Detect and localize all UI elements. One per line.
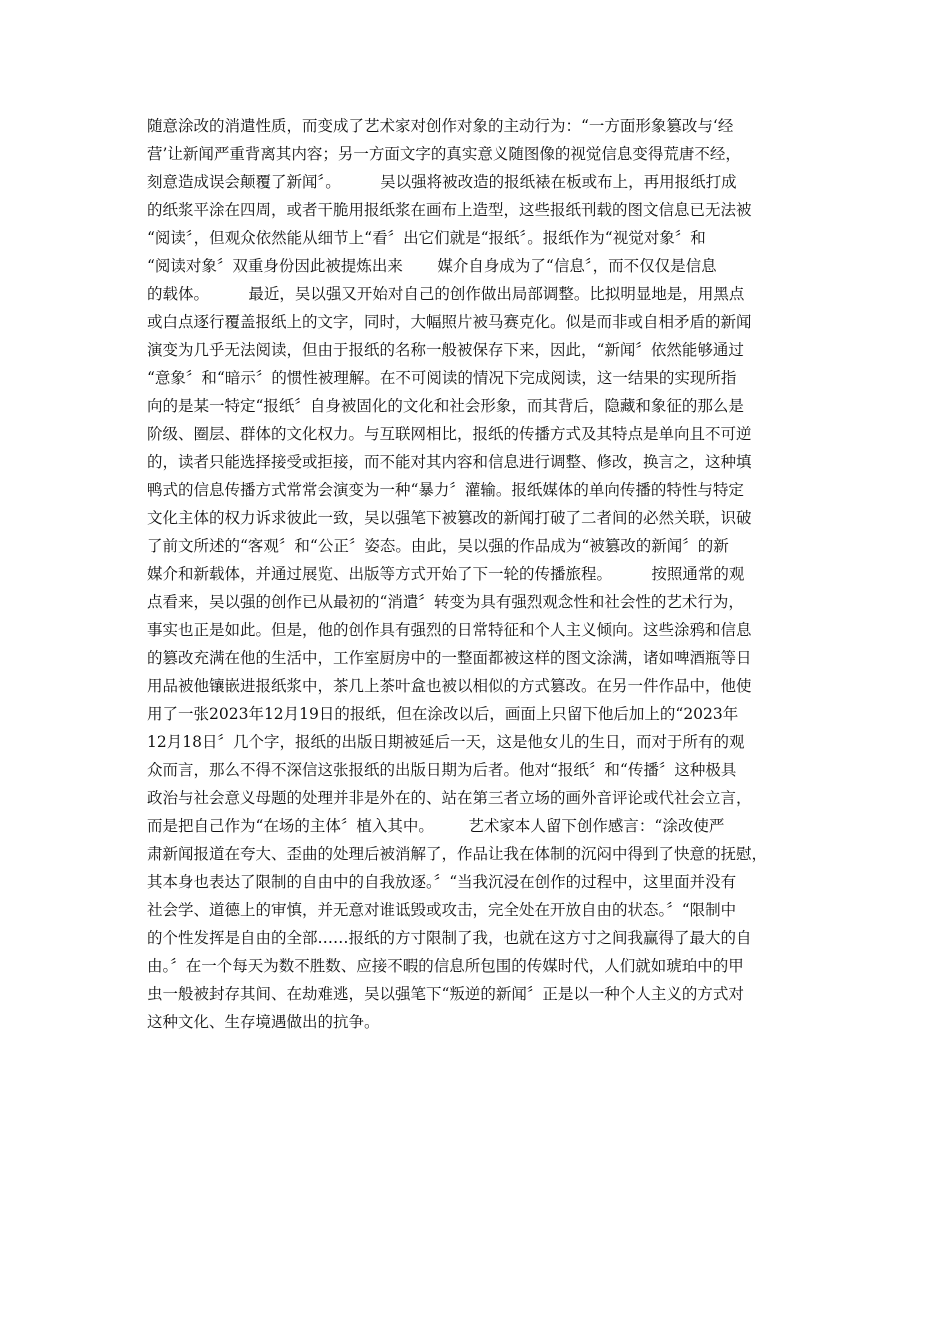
text-line: 社会学、道德上的审慎，并无意对谁诋毁或攻击，完全处在开放自由的状态。〞“限制中 bbox=[147, 901, 737, 919]
text-line: 文化主体的权力诉求彼此一致，吴以强笔下被篡改的新闻打破了二者间的必然关联，识破 bbox=[147, 509, 752, 527]
text-line: 政治与社会意义母题的处理并非是外在的、站在第三者立场的画外音评论或代社会立言， bbox=[147, 789, 752, 807]
text-line: 这种文化、生存境遇做出的抗争。 bbox=[147, 1013, 380, 1031]
text-line: 向的是某一特定“报纸〞自身被固化的文化和社会形象，而其背后，隐藏和象征的那么是 bbox=[147, 397, 744, 415]
text-line: 的纸浆平涂在四周，或者干脆用报纸浆在画布上造型，这些报纸刊载的图文信息已无法被 bbox=[147, 201, 752, 219]
text-line: 用了一张2023年12月19日的报纸，但在涂改以后，画面上只留下他后加上的“2023年 bbox=[147, 705, 739, 723]
text-line: 众而言，那么不得不深信这张报纸的出版日期为后者。他对“报纸〞和“传播〞这种极具 bbox=[147, 761, 737, 779]
text-line: 虫一般被封存其间、在劫难逃，吴以强笔下“叛逆的新闻〞正是以一种个人主义的方式对 bbox=[147, 985, 744, 1003]
text-line: 的篡改充满在他的生活中，工作室厨房中的一整面都被这样的图文涂满，诸如啤酒瓶等日 bbox=[147, 649, 752, 667]
text-line: 由。〞在一个每天为数不胜数、应接不暇的信息所包围的传媒时代，人们就如琥珀中的甲 bbox=[147, 957, 744, 975]
text-line: 或白点逐行覆盖报纸上的文字，同时，大幅照片被马赛克化。似是而非或自相矛盾的新闻 bbox=[147, 313, 752, 331]
text-line: 营’让新闻严重背离其内容；另一方面文字的真实意义随图像的视觉信息变得荒唐不经， bbox=[147, 145, 741, 163]
text-line: “阅读对象〞双重身份因此被提炼出来 媒介自身成为了“信息〞，而不仅仅是信息 bbox=[147, 257, 717, 275]
text-line: 阶级、圈层、群体的文化权力。与互联网相比，报纸的传播方式及其特点是单向且不可逆 bbox=[147, 425, 752, 443]
text-line: 点看来，吴以强的创作已从最初的“消遣〞转变为具有强烈观念性和社会性的艺术行为， bbox=[147, 593, 744, 611]
text-line: 鸭式的信息传播方式常常会演变为一种“暴力〞灌输。报纸媒体的单向传播的特性与特定 bbox=[147, 481, 744, 499]
text-line: 的载体。 最近，吴以强又开始对自己的创作做出局部调整。比拟明显地是，用黑点 bbox=[147, 285, 745, 303]
text-line: 其本身也表达了限制的自由中的自我放逐。〞“当我沉浸在创作的过程中，这里面并没有 bbox=[147, 873, 737, 891]
text-line: 而是把自己作为“在场的主体〞植入其中。 艺术家本人留下创作感言：“涂改使严 bbox=[147, 817, 725, 835]
text-line: 事实也正是如此。但是，他的创作具有强烈的日常特征和个人主义倾向。这些涂鸦和信息 bbox=[147, 621, 752, 639]
body-text bbox=[147, 112, 817, 1036]
text-line: 媒介和新载体，并通过展览、出版等方式开始了下一轮的传播旅程。 按照通常的观 bbox=[147, 565, 745, 583]
text-line: 的个性发挥是自由的全部……报纸的方寸限制了我，也就在这方寸之间我赢得了最大的自 bbox=[147, 929, 752, 947]
text-line: 的，读者只能选择接受或拒接，而不能对其内容和信息进行调整、修改，换言之，这种填 bbox=[147, 453, 752, 471]
text-line: 刻意造成误会颠覆了新闻〞。 吴以强将被改造的报纸裱在板或布上，再用报纸打成 bbox=[147, 173, 737, 191]
text-line: 12月18日〞几个字，报纸的出版日期被延后一天，这是他女儿的生日，而对于所有的观 bbox=[147, 733, 745, 751]
text-line: “意象〞和“暗示〞的惯性被理解。在不可阅读的情况下完成阅读，这一结果的实现所指 bbox=[147, 369, 737, 387]
text-line: 肃新闻报道在夸大、歪曲的处理后被消解了，作品让我在体制的沉闷中得到了快意的抚慰， bbox=[147, 845, 768, 863]
text-line: 了前文所述的“客观〞和“公正〞姿态。由此，吴以强的作品成为“被篡改的新闻〞的新 bbox=[147, 537, 729, 555]
text-line: 用品被他镶嵌进报纸浆中，茶几上茶叶盒也被以相似的方式篡改。在另一件作品中，他使 bbox=[147, 677, 752, 695]
text-line: 随意涂改的消遣性质，而变成了艺术家对创作对象的主动行为：“一方面形象篡改与‘经 bbox=[147, 117, 734, 135]
text-line: 演变为几乎无法阅读，但由于报纸的名称一般被保存下来，因此，“新闻〞依然能够通过 bbox=[147, 341, 744, 359]
text-line: “阅读〞，但观众依然能从细节上“看〞出它们就是“报纸〞。报纸作为“视觉对象〞和 bbox=[147, 229, 706, 247]
